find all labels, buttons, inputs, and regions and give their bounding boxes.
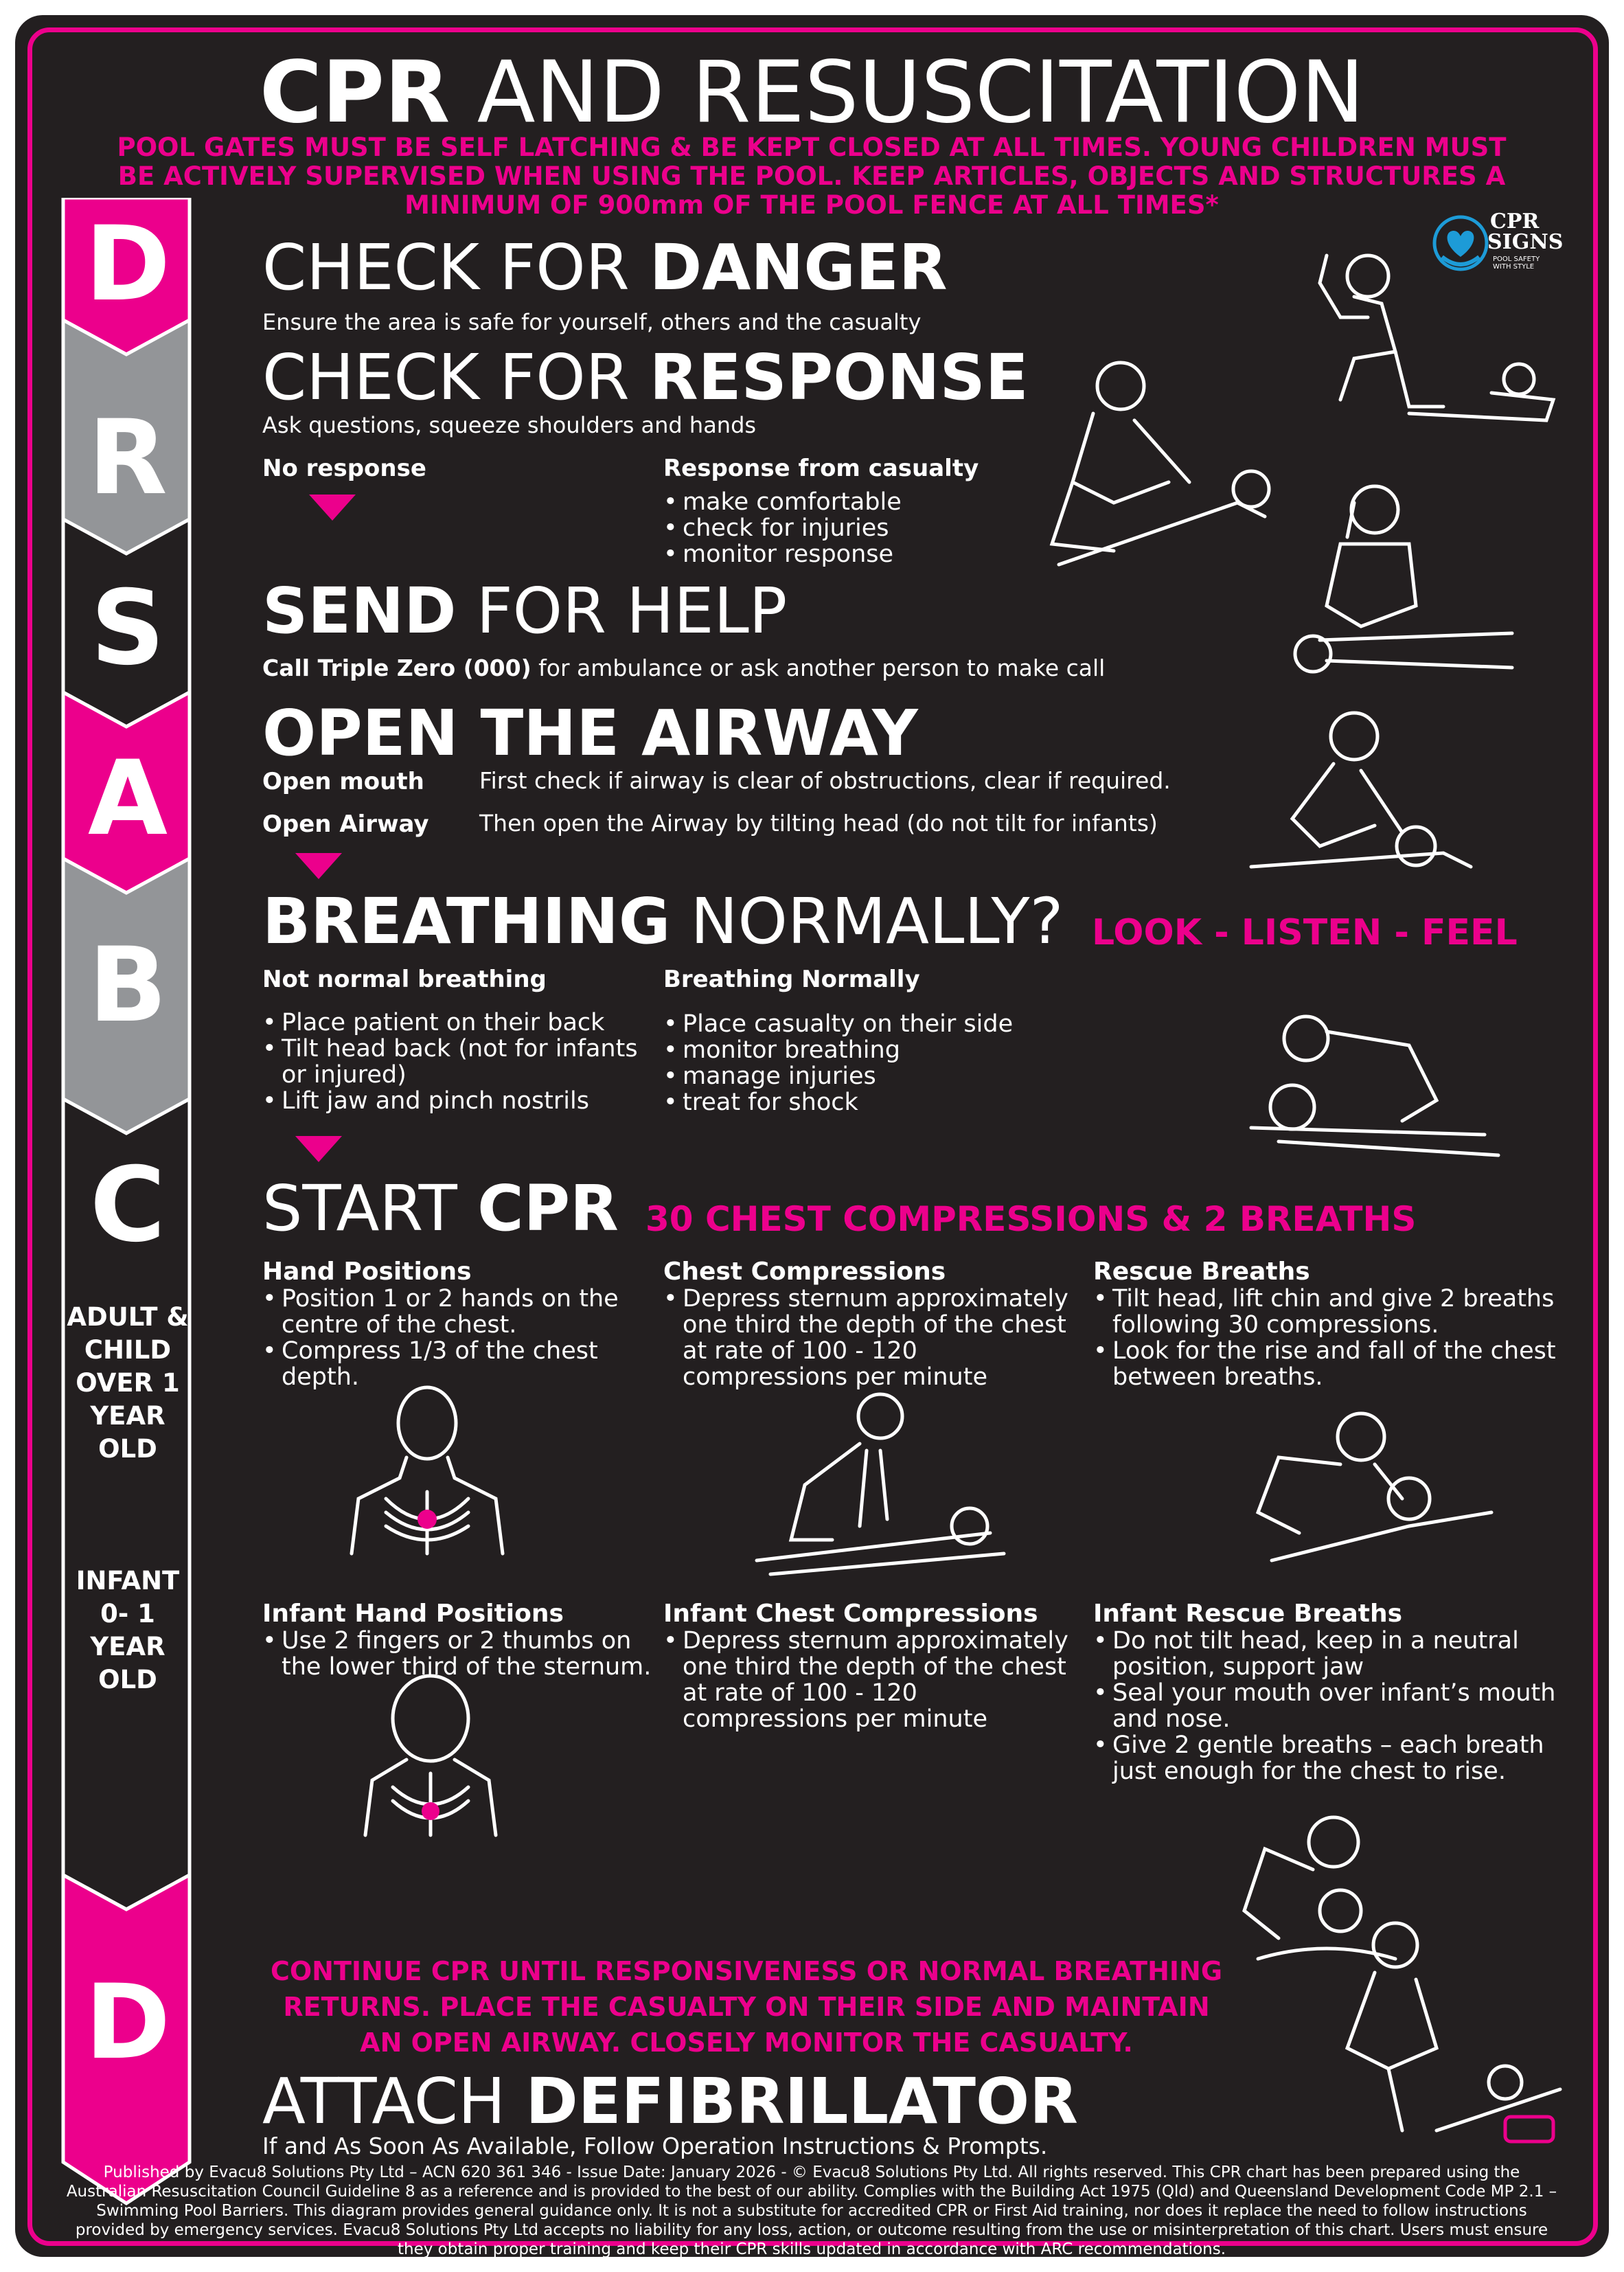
open-mouth-label: Open mouth bbox=[262, 768, 424, 795]
response-from-casualty-label: Response from casualty bbox=[663, 455, 979, 482]
danger-sub: Ensure the area is safe for yourself, others and the casualty bbox=[262, 309, 922, 335]
compressions-breaths-ratio: 30 CHEST COMPRESSIONS & 2 BREATHS bbox=[645, 1199, 1417, 1239]
response-heading bbox=[262, 341, 1029, 414]
footer-disclaimer: Published by Evacu8 Solutions Pty Ltd – ACN 620 361 346 - Issue Date: January 2026 - © Evacu8 Solutions Pty Ltd. All rights reserved. This CPR chart has been prepared using the Australian Resuscitation Council Guideline 8 as a reference and is provided to the best of our ability. Complies with the Building Act 1975 (Qld) and Queensland Development Code MP 2.1 – Swimming Pool Barriers. This diagram provides general guidance only. It is not a substitute for accredited CPR or First Aid training, nor does it replace the need to follow instructions provided by emergency services. Evacu8 Solutions Pty Ltd accepts no liability for any loss, action, or outcome resulting from the use or misinterpretation of this chart. Users must ensure they obtain proper training and keep their CPR skills updated in accordance with ARC recommendations. bbox=[66, 2163, 1557, 2257]
infant-chest-compressions-title: Infant Chest Compressions bbox=[663, 1600, 1038, 1628]
danger-heading-bold: DANGER bbox=[649, 231, 948, 304]
list-item: • treat for shock bbox=[663, 1089, 1013, 1115]
list-item: • Give 2 gentle breaths – each breath just enough for the chest to rise. bbox=[1093, 1732, 1567, 1784]
look-listen-feel: LOOK - LISTEN - FEEL bbox=[1092, 912, 1518, 953]
cpr-poster bbox=[15, 15, 1609, 2257]
danger-person-icon bbox=[1285, 242, 1574, 462]
continue-cpr-notice bbox=[262, 1953, 1231, 2060]
hand-positions-title: Hand Positions bbox=[262, 1258, 472, 1286]
open-airway-label: Open Airway bbox=[262, 810, 429, 838]
cpr-heading bbox=[262, 1172, 619, 1245]
list-item: • Look for the rise and fall of the chest between breaths. bbox=[1093, 1338, 1567, 1390]
list-item: • Compress 1/3 of the chest depth. bbox=[262, 1338, 647, 1390]
open-airway-text: Then open the Airway by tilting head (do not tilt for infants) bbox=[479, 810, 1158, 837]
list-item: • Depress sternum approximately one third the depth of the chest at rate of 100 - 120 compressions per minute bbox=[663, 1628, 1089, 1732]
danger-heading-light: CHECK FOR bbox=[262, 231, 650, 304]
list-item: • monitor breathing bbox=[663, 1037, 1013, 1063]
send-heading-light: FOR HELP bbox=[456, 574, 788, 648]
list-item: • Lift jaw and pinch nostrils bbox=[262, 1088, 661, 1114]
airway-open-person-icon bbox=[1237, 695, 1526, 901]
infant-rescue-breaths-title: Infant Rescue Breaths bbox=[1093, 1600, 1402, 1628]
rescue-breath-person-icon bbox=[1231, 1396, 1519, 1574]
send-sub bbox=[262, 655, 1105, 681]
list-item: • monitor response bbox=[663, 541, 902, 567]
list-item: • Do not tilt head, keep in a neutral position, support jaw bbox=[1093, 1628, 1567, 1680]
breathing-heading bbox=[262, 885, 1064, 958]
defib-sub: If and As Soon As Available, Follow Operation Instructions & Prompts. bbox=[262, 2133, 1048, 2159]
send-heading bbox=[262, 574, 788, 648]
defib-heading bbox=[262, 2065, 1079, 2138]
infant-rescue-breaths-list bbox=[1093, 1628, 1567, 1784]
not-normal-label: Not normal breathing bbox=[262, 966, 547, 993]
arrow-down-icon bbox=[295, 1136, 342, 1162]
letter-b-breathing: B bbox=[88, 926, 168, 1045]
chest-compression-person-icon bbox=[743, 1382, 1018, 1588]
arrow-down-icon bbox=[295, 853, 342, 879]
send-sub-rest: for ambulance or ask another person to make call bbox=[531, 655, 1106, 681]
hand-positions-list bbox=[262, 1286, 647, 1390]
not-normal-list bbox=[262, 1010, 661, 1114]
list-item: • Place patient on their back bbox=[262, 1010, 661, 1036]
letter-a-airway: A bbox=[87, 739, 168, 859]
title-rest: AND RESUSCITATION bbox=[477, 43, 1365, 142]
defib-heading-light: ATTACH bbox=[262, 2065, 526, 2138]
infant-hand-positions-title: Infant Hand Positions bbox=[262, 1600, 564, 1628]
letter-d-danger: D bbox=[84, 205, 171, 324]
rescue-breaths-list bbox=[1093, 1286, 1567, 1390]
title-bold: CPR bbox=[259, 43, 450, 142]
list-item: • Depress sternum approximately one third the depth of the chest at rate of 100 - 120 compressions per minute bbox=[663, 1286, 1089, 1390]
infant-torso-hand-position-icon bbox=[352, 1670, 510, 1842]
breathing-normally-list bbox=[663, 1011, 1013, 1115]
list-item: • manage injuries bbox=[663, 1063, 1013, 1089]
defib-heading-bold: DEFIBRILLATOR bbox=[525, 2065, 1079, 2138]
chest-compressions-list bbox=[663, 1286, 1089, 1390]
continue-line-3: AN OPEN AIRWAY. CLOSELY MONITOR THE CASUALTY. bbox=[360, 2027, 1133, 2058]
cpr-heading-bold: CPR bbox=[477, 1172, 619, 1245]
breathing-normally-label: Breathing Normally bbox=[663, 966, 920, 993]
list-item: • make comfortable bbox=[663, 489, 902, 515]
chest-compressions-title: Chest Compressions bbox=[663, 1258, 946, 1286]
breathing-check-icon bbox=[1237, 997, 1526, 1190]
response-sub: Ask questions, squeeze shoulders and hands bbox=[262, 412, 757, 438]
rescue-breaths-title: Rescue Breaths bbox=[1093, 1258, 1310, 1286]
adult-torso-hand-position-icon bbox=[345, 1382, 510, 1560]
open-mouth-text: First check if airway is clear of obstructions, clear if required. bbox=[479, 767, 1171, 794]
letter-d-defib: D bbox=[84, 1963, 171, 2082]
list-item: • Tilt head, lift chin and give 2 breaths following 30 compressions. bbox=[1093, 1286, 1567, 1338]
infant-label: INFANT 0- 1 YEAR OLD bbox=[76, 1566, 180, 1694]
danger-heading bbox=[262, 231, 948, 304]
adult-child-label: ADULT & CHILD OVER 1 YEAR OLD bbox=[67, 1302, 189, 1464]
list-item: • Position 1 or 2 hands on the centre of the chest. bbox=[262, 1286, 647, 1338]
logo-line1: CPR bbox=[1490, 209, 1540, 234]
send-heading-bold: SEND bbox=[262, 574, 457, 648]
arrow-down-icon bbox=[309, 495, 356, 521]
send-sub-bold: Call Triple Zero (000) bbox=[262, 655, 531, 681]
continue-line-1: CONTINUE CPR UNTIL RESPONSIVENESS OR NORMAL BREATHING bbox=[270, 1956, 1223, 1986]
response-heading-bold: RESPONSE bbox=[649, 341, 1029, 414]
letter-r-response: R bbox=[88, 398, 168, 518]
airway-heading: OPEN THE AIRWAY bbox=[262, 696, 918, 770]
continue-line-2: RETURNS. PLACE THE CASUALTY ON THEIR SIDE AND MAINTAIN bbox=[283, 1992, 1210, 2022]
poster-title bbox=[15, 43, 1609, 142]
infant-chest-compressions-list bbox=[663, 1628, 1089, 1732]
list-item: • Tilt head back (not for infants or injured) bbox=[262, 1036, 661, 1088]
breathing-heading-bold: BREATHING bbox=[262, 885, 671, 958]
list-item: • Place casualty on their side bbox=[663, 1011, 1013, 1037]
no-response-label: No response bbox=[262, 455, 426, 482]
logo-line2: SIGNS bbox=[1487, 230, 1564, 254]
list-item: • check for injuries bbox=[663, 515, 902, 541]
pool-warning: POOL GATES MUST BE SELF LATCHING & BE KEPT CLOSED AT ALL TIMES. YOUNG CHILDREN MUST BE ACTIVELY SUPERVISED WHEN USING THE POOL. KEEP ARTICLES, OBJECTS AND STRUCTURES A MINIMUM OF 900mm OF THE POOL FENCE AT ALL TIMES* bbox=[117, 133, 1507, 220]
response-heading-light: CHECK FOR bbox=[262, 341, 650, 414]
phone-call-person-icon bbox=[1251, 468, 1526, 688]
response-list bbox=[663, 489, 902, 567]
list-item: • Seal your mouth over infant’s mouth and nose. bbox=[1093, 1680, 1567, 1732]
defibrillator-person-icon bbox=[1299, 1911, 1567, 2144]
breathing-heading-light: NORMALLY? bbox=[670, 885, 1064, 958]
list-item: • Use 2 fingers or 2 thumbs on the lower third of the sternum. bbox=[262, 1628, 661, 1680]
letter-s-send: S bbox=[90, 569, 165, 688]
cpr-heading-light: START bbox=[262, 1172, 478, 1245]
sidebar-labels bbox=[59, 198, 196, 2207]
letter-c-cpr: C bbox=[89, 1146, 166, 1265]
logo-tagline: POOL SAFETY WITH STYLE bbox=[1493, 255, 1540, 271]
